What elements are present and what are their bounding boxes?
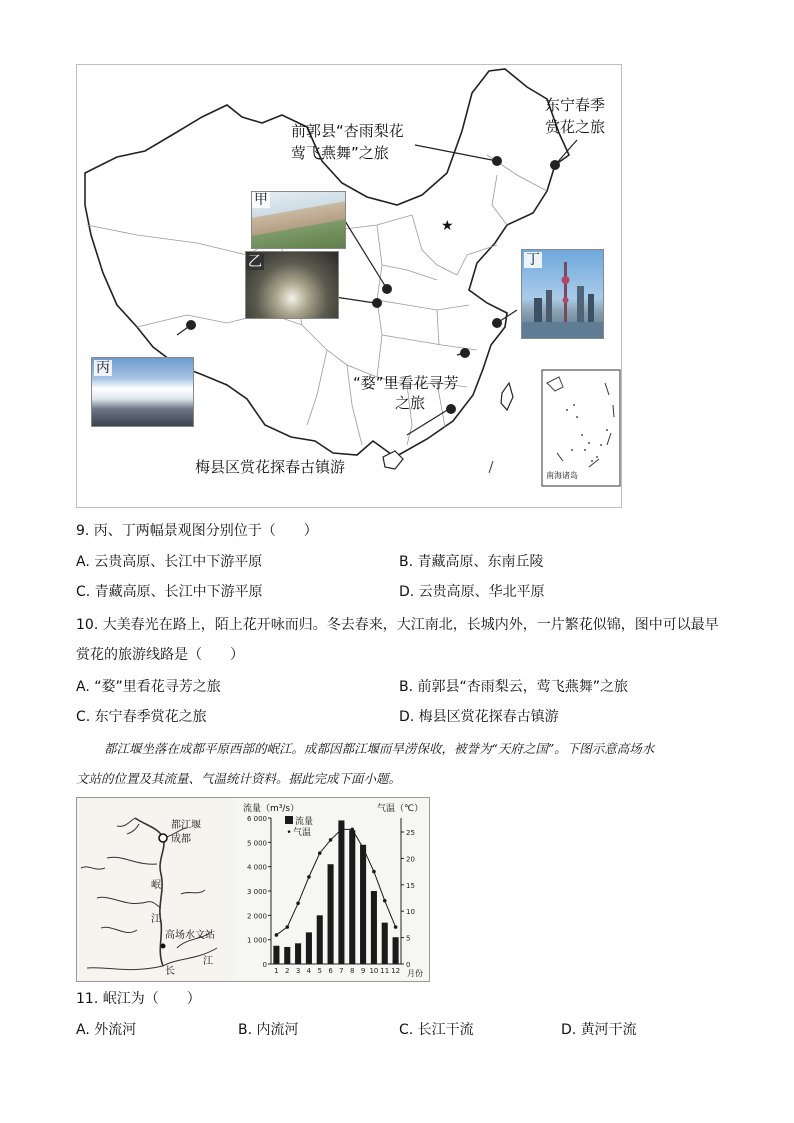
question-11-option-b: B. 内流河 xyxy=(238,1022,299,1038)
photo-yi-label: 乙 xyxy=(248,254,262,270)
right-tick-label: 20 xyxy=(406,855,415,864)
question-11-option-d: D. 黄河干流 xyxy=(561,1022,637,1038)
temperature-point-7 xyxy=(340,828,344,832)
label-jiang2: 江 xyxy=(203,956,213,967)
question-10-stem-line2: 赏花的旅游线路是（ ） xyxy=(76,647,244,663)
passage-line1: 都江堰坐落在成都平原西部的岷江。成都因都江堰而旱涝保收，被誉为“天府之国”。下图示意高场水 xyxy=(104,741,655,756)
chart-x-axis-label: 月份 xyxy=(407,969,423,978)
photo-jia xyxy=(251,191,346,249)
photo-ding xyxy=(521,249,604,339)
temperature-point-1 xyxy=(275,933,279,937)
x-tick-label: 11 xyxy=(380,967,390,975)
x-tick-label: 9 xyxy=(360,967,366,975)
question-9-option-c: C. 青藏高原、长江中下游平原 xyxy=(76,584,263,600)
flow-bar-1 xyxy=(273,946,279,964)
right-tick-label: 10 xyxy=(406,908,415,917)
x-tick-label: 1 xyxy=(274,967,279,975)
question-11-stem: 11. 岷江为（ ） xyxy=(76,991,201,1007)
question-10-option-c: C. 东宁春季赏花之旅 xyxy=(76,709,207,725)
passage-line2: 文站的位置及其流量、气温统计资料。据此完成下面小题。 xyxy=(76,771,402,786)
photo-jia-label: 甲 xyxy=(254,192,268,208)
temperature-point-4 xyxy=(307,875,311,879)
label-qianguo-line2: 莺飞燕舞”之旅 xyxy=(291,144,389,162)
left-tick-label: 5 000 xyxy=(246,839,267,848)
left-tick-label: 3 000 xyxy=(246,888,267,896)
temperature-point-9 xyxy=(361,846,365,850)
flow-bar-10 xyxy=(371,891,377,964)
right-tick-label: 0 xyxy=(406,961,411,969)
temperature-point-11 xyxy=(383,899,387,903)
temperature-point-10 xyxy=(372,870,376,874)
right-tick-label: 25 xyxy=(406,829,415,837)
left-tick-label: 1 000 xyxy=(246,936,267,945)
label-wuyuan-line2: 之旅 xyxy=(395,394,426,412)
left-tick-label: 0 xyxy=(262,961,267,969)
temperature-point-8 xyxy=(350,828,354,832)
x-tick-label: 10 xyxy=(369,967,379,975)
flow-bar-8 xyxy=(349,830,355,964)
flow-bar-7 xyxy=(338,820,344,964)
chart-left-axis-label: 流量（m³/s） xyxy=(243,804,300,814)
flow-bar-11 xyxy=(382,923,388,964)
x-tick-label: 7 xyxy=(339,967,344,975)
minjiang-figure xyxy=(76,797,430,982)
label-min: 岷 xyxy=(151,880,161,891)
label-wuyuan-line1: “婺”里看花寻芳 xyxy=(353,374,459,392)
question-10-option-b: B. 前郭县“杏雨梨云，莺飞燕舞”之旅 xyxy=(399,679,629,695)
temperature-point-5 xyxy=(318,851,322,855)
question-10-option-d: D. 梅县区赏花探春古镇游 xyxy=(399,709,559,725)
left-tick-label: 2 000 xyxy=(246,912,267,921)
china-tourism-map xyxy=(76,64,622,508)
temperature-point-2 xyxy=(285,925,289,929)
temperature-point-6 xyxy=(329,838,333,842)
label-dujiangyan: 都江堰 xyxy=(171,820,201,831)
legend-temperature: •气温 xyxy=(286,828,312,838)
x-tick-label: 12 xyxy=(391,967,401,975)
x-tick-label: 8 xyxy=(350,967,355,975)
question-9-option-d: D. 云贵高原、华北平原 xyxy=(399,584,545,600)
capital-star-icon: ★ xyxy=(441,218,454,234)
label-jiang: 江 xyxy=(151,914,161,925)
question-11-option-c: C. 长江干流 xyxy=(399,1022,474,1038)
flow-bar-3 xyxy=(295,943,301,964)
label-meixian: 梅县区赏花探春古镇游 xyxy=(195,458,346,476)
x-tick-label: 6 xyxy=(328,967,333,975)
temperature-point-12 xyxy=(394,925,398,929)
right-tick-label: 5 xyxy=(406,934,411,943)
label-dongning-line1: 东宁春季 xyxy=(545,96,606,114)
flow-bar-6 xyxy=(328,864,334,964)
question-9-stem: 9. 丙、丁两幅景观图分别位于（ ） xyxy=(76,523,318,539)
inset-label: 南海诸岛 xyxy=(546,471,578,480)
chart-right-axis-label: 气温（℃） xyxy=(377,804,424,814)
flow-bar-12 xyxy=(393,937,399,964)
photo-bing xyxy=(91,357,194,427)
label-chengdu: 成都 xyxy=(171,834,191,845)
right-tick-label: 15 xyxy=(406,881,415,890)
question-11-option-a: A. 外流河 xyxy=(76,1022,137,1038)
question-9-option-b: B. 青藏高原、东南丘陵 xyxy=(399,554,544,570)
label-dongning-line2: 赏花之旅 xyxy=(545,118,606,136)
label-qianguo-line1: 前郭县“杏雨梨花 xyxy=(291,122,404,140)
flow-temperature-chart xyxy=(233,798,429,981)
station-marker xyxy=(161,944,166,949)
label-gaochang-station: 高场水文站 xyxy=(165,930,215,941)
x-tick-label: 2 xyxy=(285,967,290,975)
photo-bing-label: 丙 xyxy=(96,360,110,376)
question-10-option-a: A. “婺”里看花寻芳之旅 xyxy=(76,679,221,695)
x-tick-label: 3 xyxy=(295,967,301,975)
taiwan-outline xyxy=(501,383,513,410)
left-tick-label: 4 000 xyxy=(246,863,267,872)
chengdu-marker xyxy=(159,834,167,842)
label-chang: 长 xyxy=(165,966,175,977)
flow-bar-5 xyxy=(317,915,323,964)
legend-flow: 流量 xyxy=(285,816,313,828)
photo-ding-label: 丁 xyxy=(526,252,540,268)
photo-yi xyxy=(245,251,339,319)
temperature-line xyxy=(276,829,395,935)
x-tick-label: 4 xyxy=(306,967,312,975)
question-9-option-a: A. 云贵高原、长江中下游平原 xyxy=(76,554,263,570)
flow-bar-9 xyxy=(360,845,366,964)
temperature-point-3 xyxy=(296,901,300,905)
flow-bar-2 xyxy=(284,947,290,964)
x-tick-label: 5 xyxy=(317,967,322,975)
left-tick-label: 6 000 xyxy=(246,815,267,823)
question-10-stem-line1: 10. 大美春光在路上，陌上花开咏而归。冬去春来，大江南北，长城内外，一片繁花似锦，图中可以最早 xyxy=(76,617,719,633)
flow-bar-4 xyxy=(306,932,312,964)
